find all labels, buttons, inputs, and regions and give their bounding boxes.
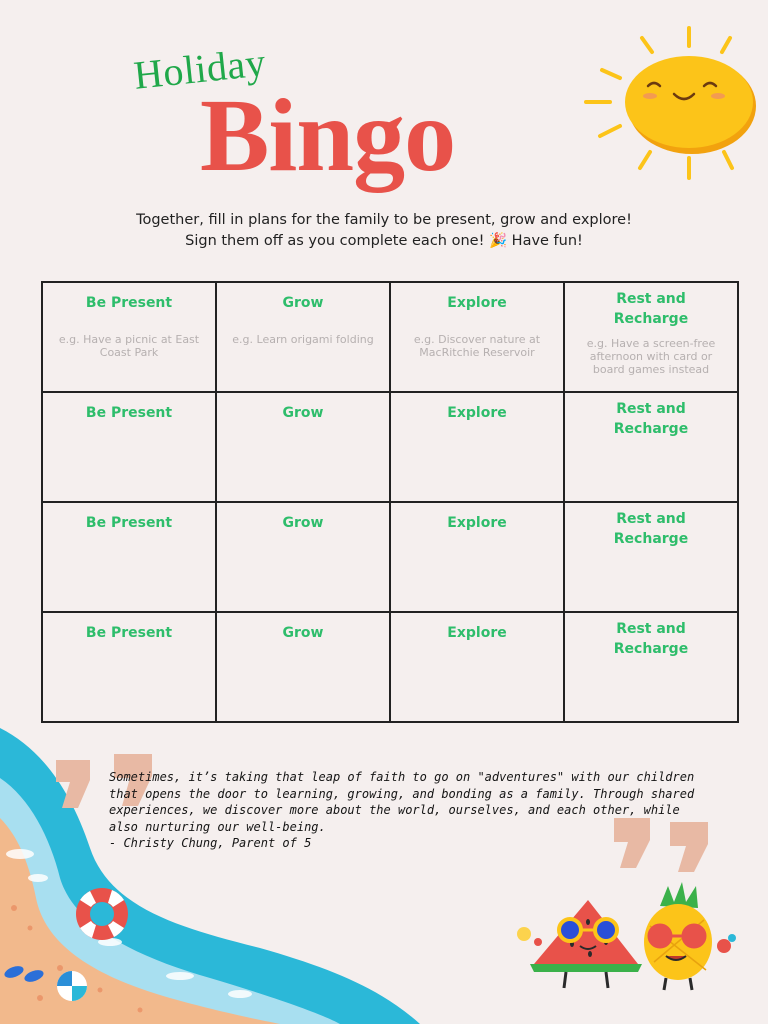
quote-author: - Christy Chung, Parent of 5 (109, 836, 312, 850)
bingo-cell[interactable] (217, 393, 391, 503)
title-bingo: Bingo (200, 78, 456, 193)
cell-header: Be Present (85, 405, 173, 421)
bingo-cell[interactable] (43, 283, 217, 393)
cell-header: Explore (447, 295, 507, 311)
cell-example: e.g. Discover nature at MacRitchie Reservoir (413, 333, 541, 359)
bingo-cell[interactable] (217, 283, 391, 393)
testimonial-quote (109, 769, 709, 852)
cell-example: e.g. Have a screen-free afternoon with card or board games instead (586, 337, 716, 376)
title-holiday: Holiday (131, 39, 269, 98)
bingo-cell[interactable] (391, 613, 565, 723)
bingo-cell[interactable] (565, 393, 739, 503)
bingo-cell[interactable] (391, 393, 565, 503)
cell-example: e.g. Have a picnic at East Coast Park (58, 333, 200, 359)
intro-text (0, 210, 768, 252)
cell-header: Grow (282, 295, 324, 311)
beach-ball-icon (57, 971, 87, 1001)
fruit-characters (510, 880, 750, 995)
watermelon-character (517, 900, 642, 988)
cell-example: e.g. Learn origami folding (232, 333, 374, 346)
sun-illustration (582, 22, 768, 182)
quote-body: Sometimes, it’s taking that leap of faith to go on "adventures" with our children that opens the door to learning, growing, and bonding as a family. Through shared experiences, we discover more about the world, ourselves, and each other, while also nurturing our well-being. (109, 770, 695, 834)
bingo-cell[interactable] (565, 503, 739, 613)
cell-header: Explore (447, 515, 507, 531)
bingo-cell[interactable] (391, 503, 565, 613)
bingo-cell[interactable] (217, 503, 391, 613)
cell-header: Grow (282, 625, 324, 641)
pineapple-character (644, 882, 736, 990)
cell-header: Explore (447, 405, 507, 421)
cell-header: Grow (282, 515, 324, 531)
cell-header: Explore (447, 625, 507, 641)
cell-header: Rest and Recharge (613, 401, 689, 437)
bingo-cell[interactable] (43, 503, 217, 613)
intro-line-2: Sign them off as you complete each one! 🎉 Have fun! (185, 233, 583, 249)
bingo-cell[interactable] (217, 613, 391, 723)
intro-line-1: Together, fill in plans for the family to be present, grow and explore! (136, 212, 632, 228)
cell-header: Rest and Recharge (613, 291, 689, 327)
cell-header: Rest and Recharge (613, 511, 689, 547)
cell-header: Be Present (85, 625, 173, 641)
cell-header: Be Present (85, 295, 173, 311)
bingo-cell[interactable] (565, 283, 739, 393)
bingo-grid (41, 281, 739, 723)
bingo-cell[interactable] (391, 283, 565, 393)
cell-header: Rest and Recharge (613, 621, 689, 657)
bingo-cell[interactable] (43, 393, 217, 503)
cell-header: Grow (282, 405, 324, 421)
cell-header: Be Present (85, 515, 173, 531)
bingo-cell[interactable] (565, 613, 739, 723)
bingo-cell[interactable] (43, 613, 217, 723)
swim-ring-icon (76, 888, 128, 940)
